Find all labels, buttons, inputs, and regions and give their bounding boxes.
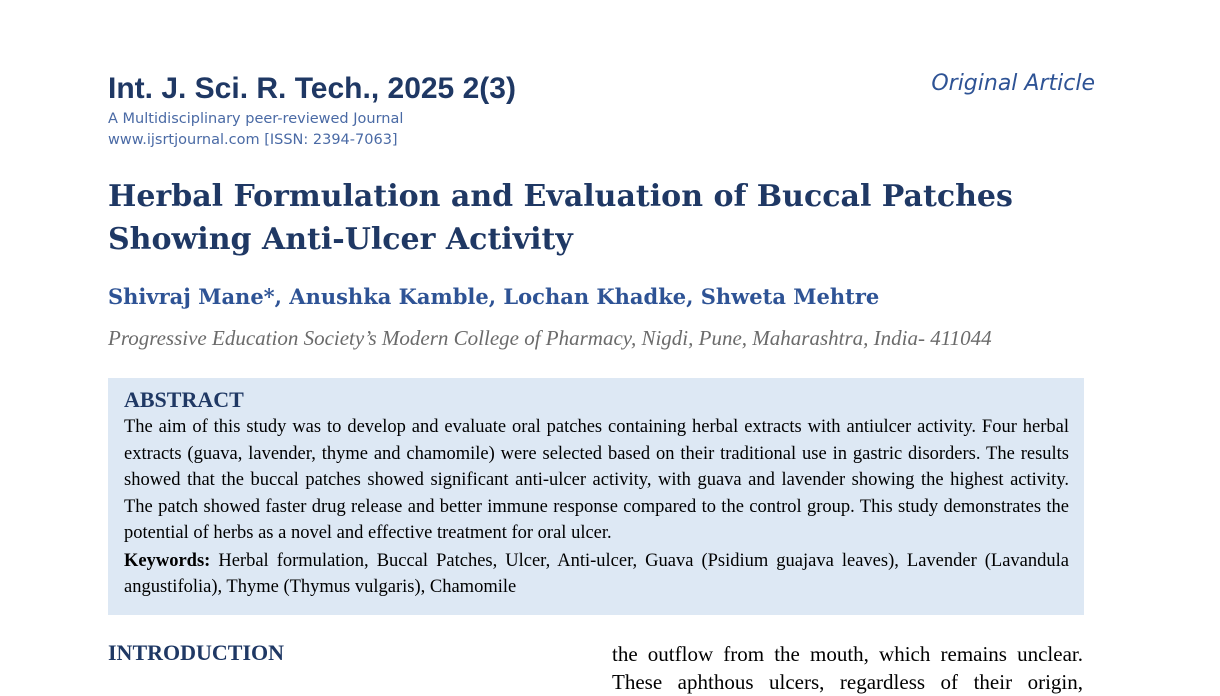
author-list: Shivraj Mane*, Anushka Kamble, Lochan Khadke, Shweta Mehtre: [108, 284, 880, 309]
right-column-line: the outflow from the mouth, which remains unclear.: [612, 642, 1083, 666]
paper-title-line-1: Herbal Formulation and Evaluation of Buccal Patches: [108, 179, 1013, 214]
introduction-heading: INTRODUCTION: [108, 640, 285, 665]
author-affiliation: Progressive Education Society’s Modern College of Pharmacy, Nigdi, Pune, Maharashtra, India- 411044: [108, 326, 992, 350]
keywords-paragraph: [124, 548, 1069, 601]
keywords-label: Keywords:: [124, 550, 211, 571]
article-type-label: Original Article: [931, 71, 1095, 96]
right-column-line: These aphthous ulcers, regardless of their origin,: [612, 670, 1083, 694]
right-column-text: [612, 640, 1083, 696]
abstract-heading: ABSTRACT: [124, 387, 244, 412]
journal-tagline: A Multidisciplinary peer-reviewed Journal: [108, 111, 404, 127]
paper-title: [108, 175, 1108, 261]
keywords-list: Herbal formulation, Buccal Patches, Ulcer, Anti-ulcer, Guava (Psidium guajava leaves), Lavender (Lavandula angustifolia), Thyme (Thymus vulgaris), Chamomile: [124, 550, 1069, 597]
paper-title-line-2: Showing Anti-Ulcer Activity: [108, 222, 573, 257]
journal-website-issn: www.ijsrtjournal.com [ISSN: 2394-7063]: [108, 132, 398, 148]
journal-title: Int. J. Sci. R. Tech., 2025 2(3): [108, 72, 516, 105]
abstract-text: The aim of this study was to develop and evaluate oral patches containing herbal extracts with antiulcer activity. Four herbal extracts (guava, lavender, thyme and chamomile) were selected based on their traditional use in gastric disorders. The results showed that the buccal patches showed significant anti-ulcer activity, with guava and lavender showing the highest activity. The patch showed faster drug release and better immune response compared to the control group. This study demonstrates the potential of herbs as a novel and effective treatment for oral ulcer.: [124, 417, 1069, 543]
abstract-box: [108, 378, 1084, 615]
